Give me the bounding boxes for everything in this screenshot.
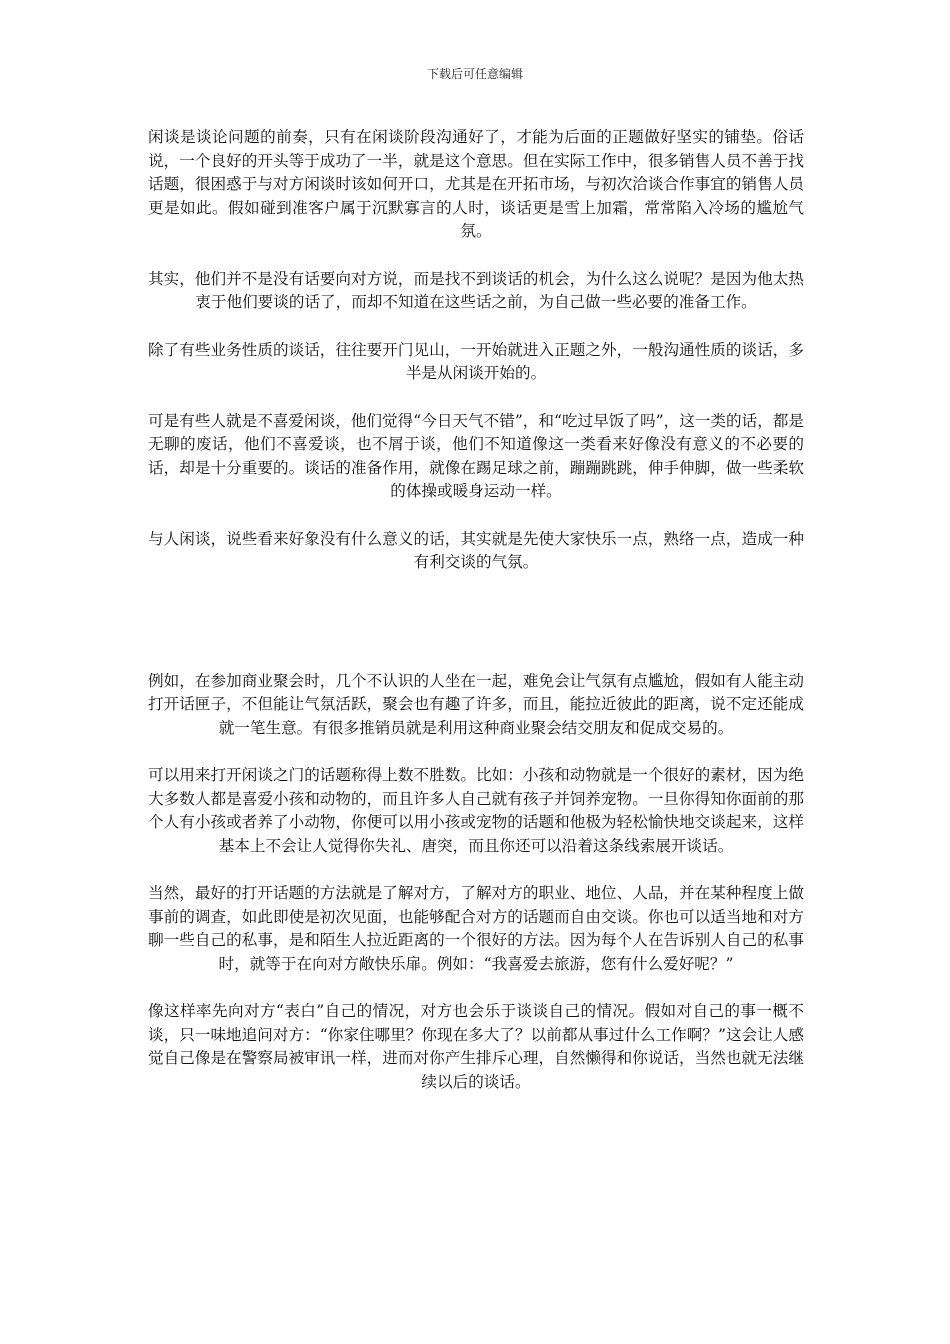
paragraph: 与人闲谈，说些看来好象没有什么意义的话，其实就是先使大家快乐一点，熟络一点，造成一种有利交谈的气氛。 bbox=[148, 529, 804, 571]
paragraph: 闲谈是谈论问题的前奏，只有在闲谈阶段沟通好了，才能为后面的正题做好坚实的铺垫。俗话说，一个良好的开头等于成功了一半，就是这个意思。但在实际工作中，很多销售人员不善于找话题，很困惑于与对方闲谈时该如何开口，尤其是在开拓市场，与初次洽谈合作事宜的销售人员更是如此。假如碰到准客户属于沉默寡言的人时，谈话更是雪上加霜，常常陷入冷场的尴尬气氛。 bbox=[148, 128, 804, 240]
paragraph-spacer bbox=[148, 315, 804, 339]
paragraph-spacer bbox=[148, 740, 804, 764]
section-break bbox=[148, 575, 804, 670]
paragraph-spacer bbox=[148, 504, 804, 528]
paragraph: 可是有些人就是不喜爱闲谈，他们觉得“今日天气不错”，和“吃过早饭了吗”，这一类的话，都是无聊的废话，他们不喜爱谈，也不屑于谈，他们不知道像这一类看来好像没有意义的不必要的话，却是十分重要的。谈话的准备作用，就像在踢足球之前，蹦蹦跳跳，伸手伸脚，做一些柔软的体操或暖身运动一样。 bbox=[148, 411, 804, 500]
paragraph-spacer bbox=[148, 244, 804, 268]
paragraph-spacer bbox=[148, 386, 804, 410]
paragraph: 当然，最好的打开话题的方法就是了解对方，了解对方的职业、地位、人品，并在某种程度上做事前的调查，如此即使是初次见面，也能够配合对方的话题而自由交谈。你也可以适当地和对方聊一些自己的私事，是和陌生人拉近距离的一个很好的方法。因为每个人在告诉别人自己的私事时，就等于在向对方敞快乐扉。例如：“我喜爱去旅游，您有什么爱好呢？” bbox=[148, 884, 804, 973]
document-body bbox=[148, 126, 804, 1094]
paragraph: 其实，他们并不是没有话要向对方说，而是找不到谈话的机会，为什么这么说呢？是因为他太热衷于他们要谈的话了，而却不知道在这些话之前，为自己做一些必要的准备工作。 bbox=[148, 269, 804, 311]
page-header-note: 下载后可任意编辑 bbox=[426, 67, 523, 81]
paragraph-spacer bbox=[148, 976, 804, 1000]
paragraph: 像这样率先向对方“表白”自己的情况，对方也会乐于谈谈自己的情况。假如对自己的事一概不谈，只一味地追问对方：“你家住哪里？你现在多大了？以前都从事过什么工作啊？”这会让人感觉自己像是在警察局被审讯一样，进而对你产生排斥心理，自然懒得和你说话，当然也就无法继续以后的谈话。 bbox=[148, 1002, 804, 1091]
paragraph: 除了有些业务性质的谈话，往往要开门见山，一开始就进入正题之外，一般沟通性质的谈话，多半是从闲谈开始的。 bbox=[148, 340, 804, 382]
paragraph: 可以用来打开闲谈之门的话题称得上数不胜数。比如：小孩和动物就是一个很好的素材，因为绝大多数人都是喜爱小孩和动物的，而且许多人自己就有孩子并饲养宠物。一旦你得知你面前的那个人有小孩或者养了小动物，你便可以用小孩或宠物的话题和他极为轻松愉快地交谈起来，这样基本上不会让人觉得你失礼、唐突，而且你还可以沿着这条线索展开谈话。 bbox=[148, 766, 804, 855]
paragraph-spacer bbox=[148, 858, 804, 882]
paragraph: 例如，在参加商业聚会时，几个不认识的人坐在一起，难免会让气氛有点尴尬，假如有人能主动打开话匣子，不但能让气氛活跃，聚会也有趣了许多，而且，能拉近彼此的距离，说不定还能成就一笔生意。有很多推销员就是利用这种商业聚会结交朋友和促成交易的。 bbox=[148, 671, 804, 737]
